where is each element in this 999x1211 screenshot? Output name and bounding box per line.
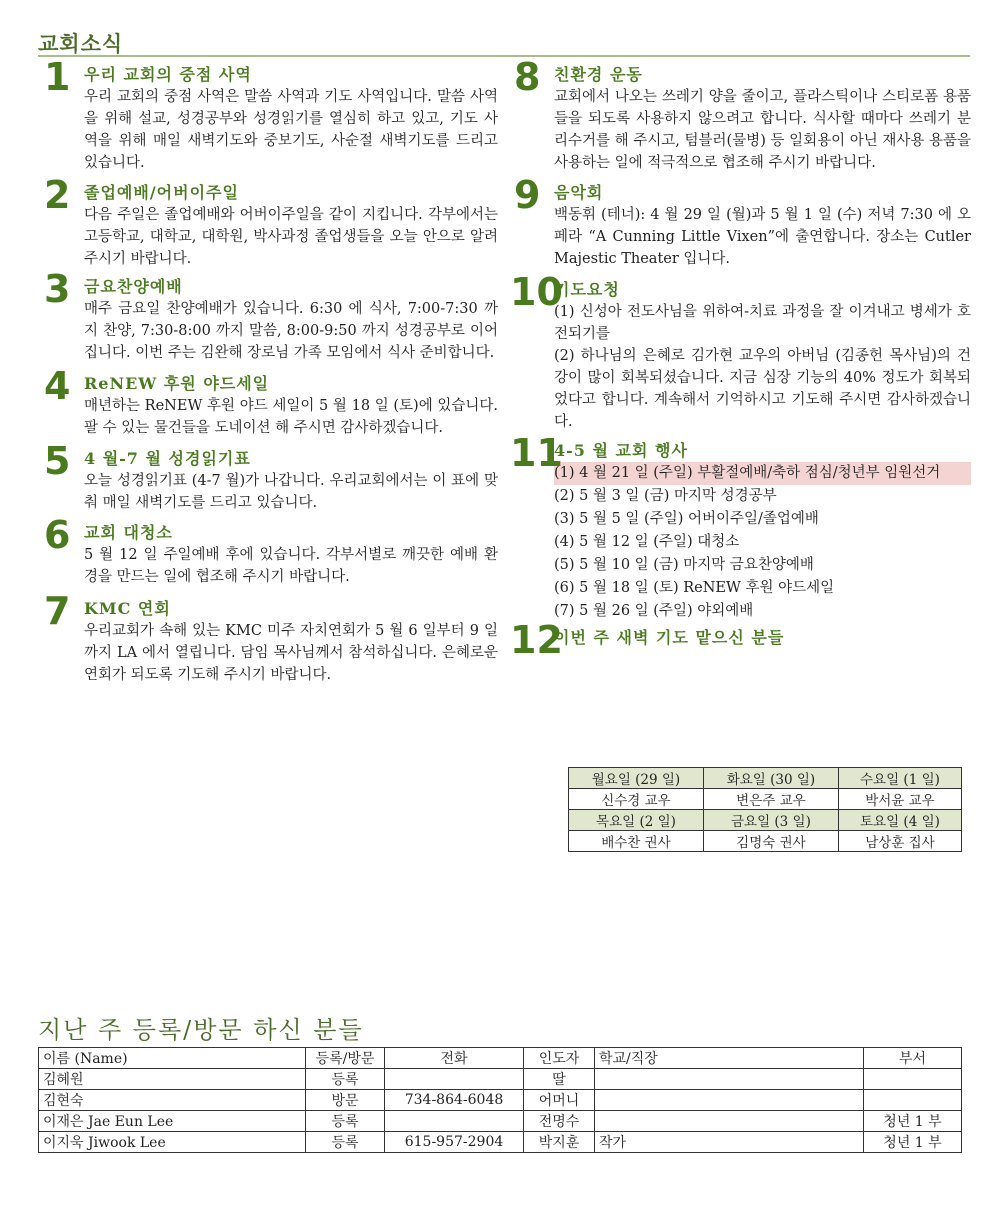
table-cell — [385, 1111, 524, 1132]
header-cell: 학교/직장 — [595, 1048, 864, 1069]
event-item: (5) 5 월 10 일 (금) 마지막 금요찬양예배 — [554, 557, 814, 573]
table-cell — [595, 1090, 864, 1111]
item-number: 3 — [44, 267, 71, 311]
table-row — [569, 810, 962, 831]
table-row — [569, 789, 962, 810]
table-row — [39, 1111, 962, 1132]
item-title: 우리 교회의 중점 사역 — [84, 65, 252, 84]
table-cell: 배수찬 권사 — [569, 831, 704, 852]
registration-table — [38, 1047, 962, 1153]
news-item-12 — [510, 618, 971, 662]
table-cell: 박지훈 — [524, 1132, 595, 1153]
table-cell — [595, 1069, 864, 1090]
item-title: 금요찬양예배 — [84, 277, 183, 296]
item-title: ReNEW 후원 야드세일 — [84, 374, 270, 393]
item-body: 우리교회가 속해 있는 KMC 미주 자치연회가 5 월 6 일부터 9 일까지 LA 에서 열립니다. 담임 목사님께서 참석하십니다. 은혜로운 연회가 되도록 기도해 주시기 바랍니다. — [84, 623, 498, 683]
news-item-10 — [510, 270, 971, 433]
news-item-4 — [44, 364, 498, 439]
item-number: 12 — [510, 618, 563, 662]
news-item-7 — [44, 589, 498, 686]
table-header-row — [39, 1048, 962, 1069]
table-cell: 토요일 (4 일) — [838, 810, 961, 831]
header-cell: 부서 — [864, 1048, 962, 1069]
table-row — [569, 768, 962, 789]
table-cell: 김현숙 — [39, 1090, 306, 1111]
table-cell: 615-957-2904 — [385, 1132, 524, 1153]
item-number: 6 — [44, 513, 71, 557]
table-cell: 등록 — [306, 1132, 385, 1153]
prayer-schedule-table — [568, 767, 962, 852]
item-number: 4 — [44, 364, 71, 408]
table-cell — [595, 1111, 864, 1132]
item-body: 교회에서 나오는 쓰레기 양을 줄이고, 플라스틱이나 스티로폼 용품들을 되도록 사용하지 않으려고 합니다. 식사할 때마다 쓰레기 분리수거를 해 주시고, 텀블러(물병) 등 일회용이 아닌 재사용 용품을 사용하는 일에 적극적으로 협조해 주시기 바랍니다. — [554, 89, 971, 171]
table-cell: 남상훈 집사 — [838, 831, 961, 852]
item-body: (1) 신성아 전도사님을 위하여-치료 과정을 잘 이겨내고 병세가 호전되기를 (2) 하나님의 은혜로 김가현 교우의 아버님 (김종헌 목사님)의 건강이 많이 회복되셨습니다. 지금 심장 기능의 40% 정도가 회복되었다고 합니다. 계속해서 기억하시고 기도해 주시면 감사하겠습니다. — [554, 304, 971, 430]
item-title: 친환경 운동 — [554, 65, 643, 84]
event-item: (6) 5 월 18 일 (토) ReNEW 후원 야드세일 — [554, 580, 835, 596]
table-cell: 어머니 — [524, 1090, 595, 1111]
item-body: 오늘 성경읽기표 (4-7 월)가 나갑니다. 우리교회에서는 이 표에 맞춰 매일 새벽기도를 드리고 있습니다. — [84, 473, 498, 511]
table-row — [39, 1132, 962, 1153]
item-number: 11 — [510, 431, 563, 475]
header-cell: 인도자 — [524, 1048, 595, 1069]
item-title: 이번 주 새벽 기도 맡으신 분들 — [554, 628, 785, 647]
table-cell: 김혜원 — [39, 1069, 306, 1090]
event-item-highlighted: (1) 4 월 21 일 (주일) 부활절예배/축하 점심/청년부 임원선거 — [554, 462, 971, 485]
table-cell: 등록 — [306, 1111, 385, 1132]
item-title: 기도요청 — [554, 280, 620, 299]
item-title: KMC 연회 — [84, 599, 171, 618]
item-title: 4 월-7 월 성경읽기표 — [84, 449, 251, 468]
item-body: 매주 금요일 찬양예배가 있습니다. 6:30 에 식사, 7:00-7:30 까지 찬양, 7:30-8:00 까지 말씀, 8:00-9:50 까지 성경공부로 이어집니다. 이번 주는 김완해 장로님 가족 모임에서 식사 준비합니다. — [84, 301, 498, 361]
event-list — [554, 462, 971, 623]
news-item-9 — [514, 173, 971, 270]
table-cell: 청년 1 부 — [864, 1111, 962, 1132]
news-column-right — [510, 55, 971, 662]
table-row — [39, 1090, 962, 1111]
table-cell: 딸 — [524, 1069, 595, 1090]
table-cell: 등록 — [306, 1069, 385, 1090]
table-cell — [864, 1069, 962, 1090]
table-cell: 방문 — [306, 1090, 385, 1111]
table-cell: 작가 — [595, 1132, 864, 1153]
item-number: 9 — [514, 173, 541, 217]
news-column-left — [44, 55, 498, 692]
table-cell: 월요일 (29 일) — [569, 768, 704, 789]
table-cell: 전명수 — [524, 1111, 595, 1132]
news-item-11 — [510, 431, 971, 623]
item-title: 교회 대청소 — [84, 523, 173, 542]
table-cell: 금요일 (3 일) — [703, 810, 838, 831]
table-row — [569, 831, 962, 852]
news-item-8 — [514, 55, 971, 174]
page-title: 교회소식 — [38, 31, 124, 56]
header-cell: 전화 — [385, 1048, 524, 1069]
item-body: 다음 주일은 졸업예배와 어버이주일을 같이 지킵니다. 각부에서는 고등학교, 대학교, 대학원, 박사과정 졸업생들을 오늘 안으로 알려 주시기 바랍니다. — [84, 207, 498, 267]
table-cell: 변은주 교우 — [703, 789, 838, 810]
item-body: 우리 교회의 중점 사역은 말씀 사역과 기도 사역입니다. 말씀 사역을 위해 설교, 성경공부와 성경읽기를 열심히 하고 있고, 기도 사역을 위해 매일 새벽기도와 중보기도, 사순절 새벽기도를 드리고 있습니다. — [84, 89, 498, 171]
news-item-3 — [44, 267, 498, 364]
table-cell: 김명숙 권사 — [703, 831, 838, 852]
item-number: 1 — [44, 55, 71, 99]
item-number: 7 — [44, 589, 71, 633]
table-cell: 박서윤 교우 — [838, 789, 961, 810]
item-number: 10 — [510, 270, 563, 314]
news-item-1 — [44, 55, 498, 174]
table-cell: 이지욱 Jiwook Lee — [39, 1132, 306, 1153]
item-body: 백동휘 (테너): 4 월 29 일 (월)과 5 월 1 일 (수) 저녁 7:30 에 오페라 “A Cunning Little Vixen”에 출연합니다. 장소는 Cutler Majestic Theater 입니다. — [554, 207, 971, 267]
table-cell: 신수경 교우 — [569, 789, 704, 810]
table-cell: 734-864-6048 — [385, 1090, 524, 1111]
news-item-2 — [44, 173, 498, 270]
table-row — [39, 1069, 962, 1090]
event-item: (4) 5 월 12 일 (주일) 대청소 — [554, 534, 740, 550]
news-item-5 — [44, 439, 498, 514]
item-title: 4-5 월 교회 행사 — [554, 441, 688, 460]
table-cell: 목요일 (2 일) — [569, 810, 704, 831]
item-number: 5 — [44, 439, 71, 483]
item-title: 졸업예배/어버이주일 — [84, 183, 239, 202]
title-divider — [38, 55, 970, 57]
table-cell: 화요일 (30 일) — [703, 768, 838, 789]
table-cell — [864, 1090, 962, 1111]
item-body: 5 월 12 일 주일예배 후에 있습니다. 각부서별로 깨끗한 예배 환경을 만드는 일에 협조해 주시기 바랍니다. — [84, 547, 498, 585]
table-cell: 이재은 Jae Eun Lee — [39, 1111, 306, 1132]
header-cell: 이름 (Name) — [39, 1048, 306, 1069]
table-cell: 청년 1 부 — [864, 1132, 962, 1153]
item-title: 음악회 — [554, 183, 604, 202]
registration-title: 지난 주 등록/방문 하신 분들 — [38, 1016, 364, 1044]
table-cell — [385, 1069, 524, 1090]
event-item: (3) 5 월 5 일 (주일) 어버이주일/졸업예배 — [554, 511, 819, 527]
item-number: 2 — [44, 173, 71, 217]
table-cell: 수요일 (1 일) — [838, 768, 961, 789]
event-item: (7) 5 월 26 일 (주일) 야외예배 — [554, 603, 754, 619]
event-item: (2) 5 월 3 일 (금) 마지막 성경공부 — [554, 488, 777, 504]
header-cell: 등록/방문 — [306, 1048, 385, 1069]
item-number: 8 — [514, 55, 541, 99]
news-item-6 — [44, 513, 498, 588]
item-body: 매년하는 ReNEW 후원 야드 세일이 5 월 18 일 (토)에 있습니다. 팔 수 있는 물건들을 도네이션 해 주시면 감사하겠습니다. — [84, 398, 498, 436]
